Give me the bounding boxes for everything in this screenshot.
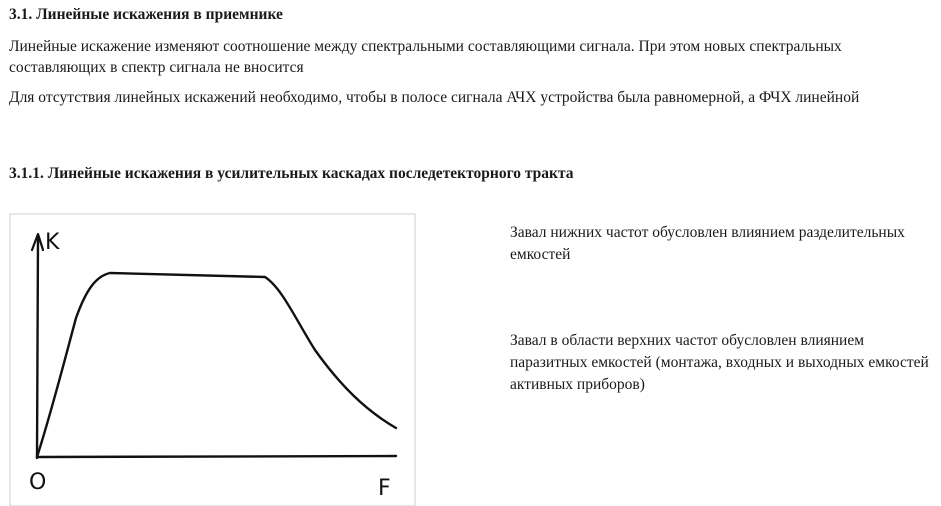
origin-label: O [29,470,47,495]
x-axis-label: F [378,476,391,501]
note-high-frequency-rolloff: Завал в области верхних частот обусловлен влиянием паразитных емкостей (монтажа, входных и выходных емкостей активных приборов) [510,332,929,393]
paragraph-distortion-definition: Линейные искажение изменяют соотношение между спектральными составляющими сигнала. При этом новых спектральных составляющих в спектр сигнала не вносится [9,38,842,76]
section-title: 3.1. Линейные искажения в приемнике [9,6,283,23]
figure-frame [10,214,415,506]
subsection-title: 3.1.1. Линейные искажения в усилительных каскадах последетекторного тракта [9,165,574,182]
y-axis-label: K [45,230,60,255]
paragraph-distortion-condition: Для отсутствия линейных искажений необходимо, чтобы в полосе сигнала АЧХ устройства была равномерной, а ФЧХ линейной [9,89,860,106]
note-low-frequency-rolloff: Завал нижних частот обусловлен влиянием разделительных емкостей [510,224,905,263]
x-axis [37,456,396,457]
y-axis [37,236,38,458]
frequency-response-curve [37,273,396,457]
